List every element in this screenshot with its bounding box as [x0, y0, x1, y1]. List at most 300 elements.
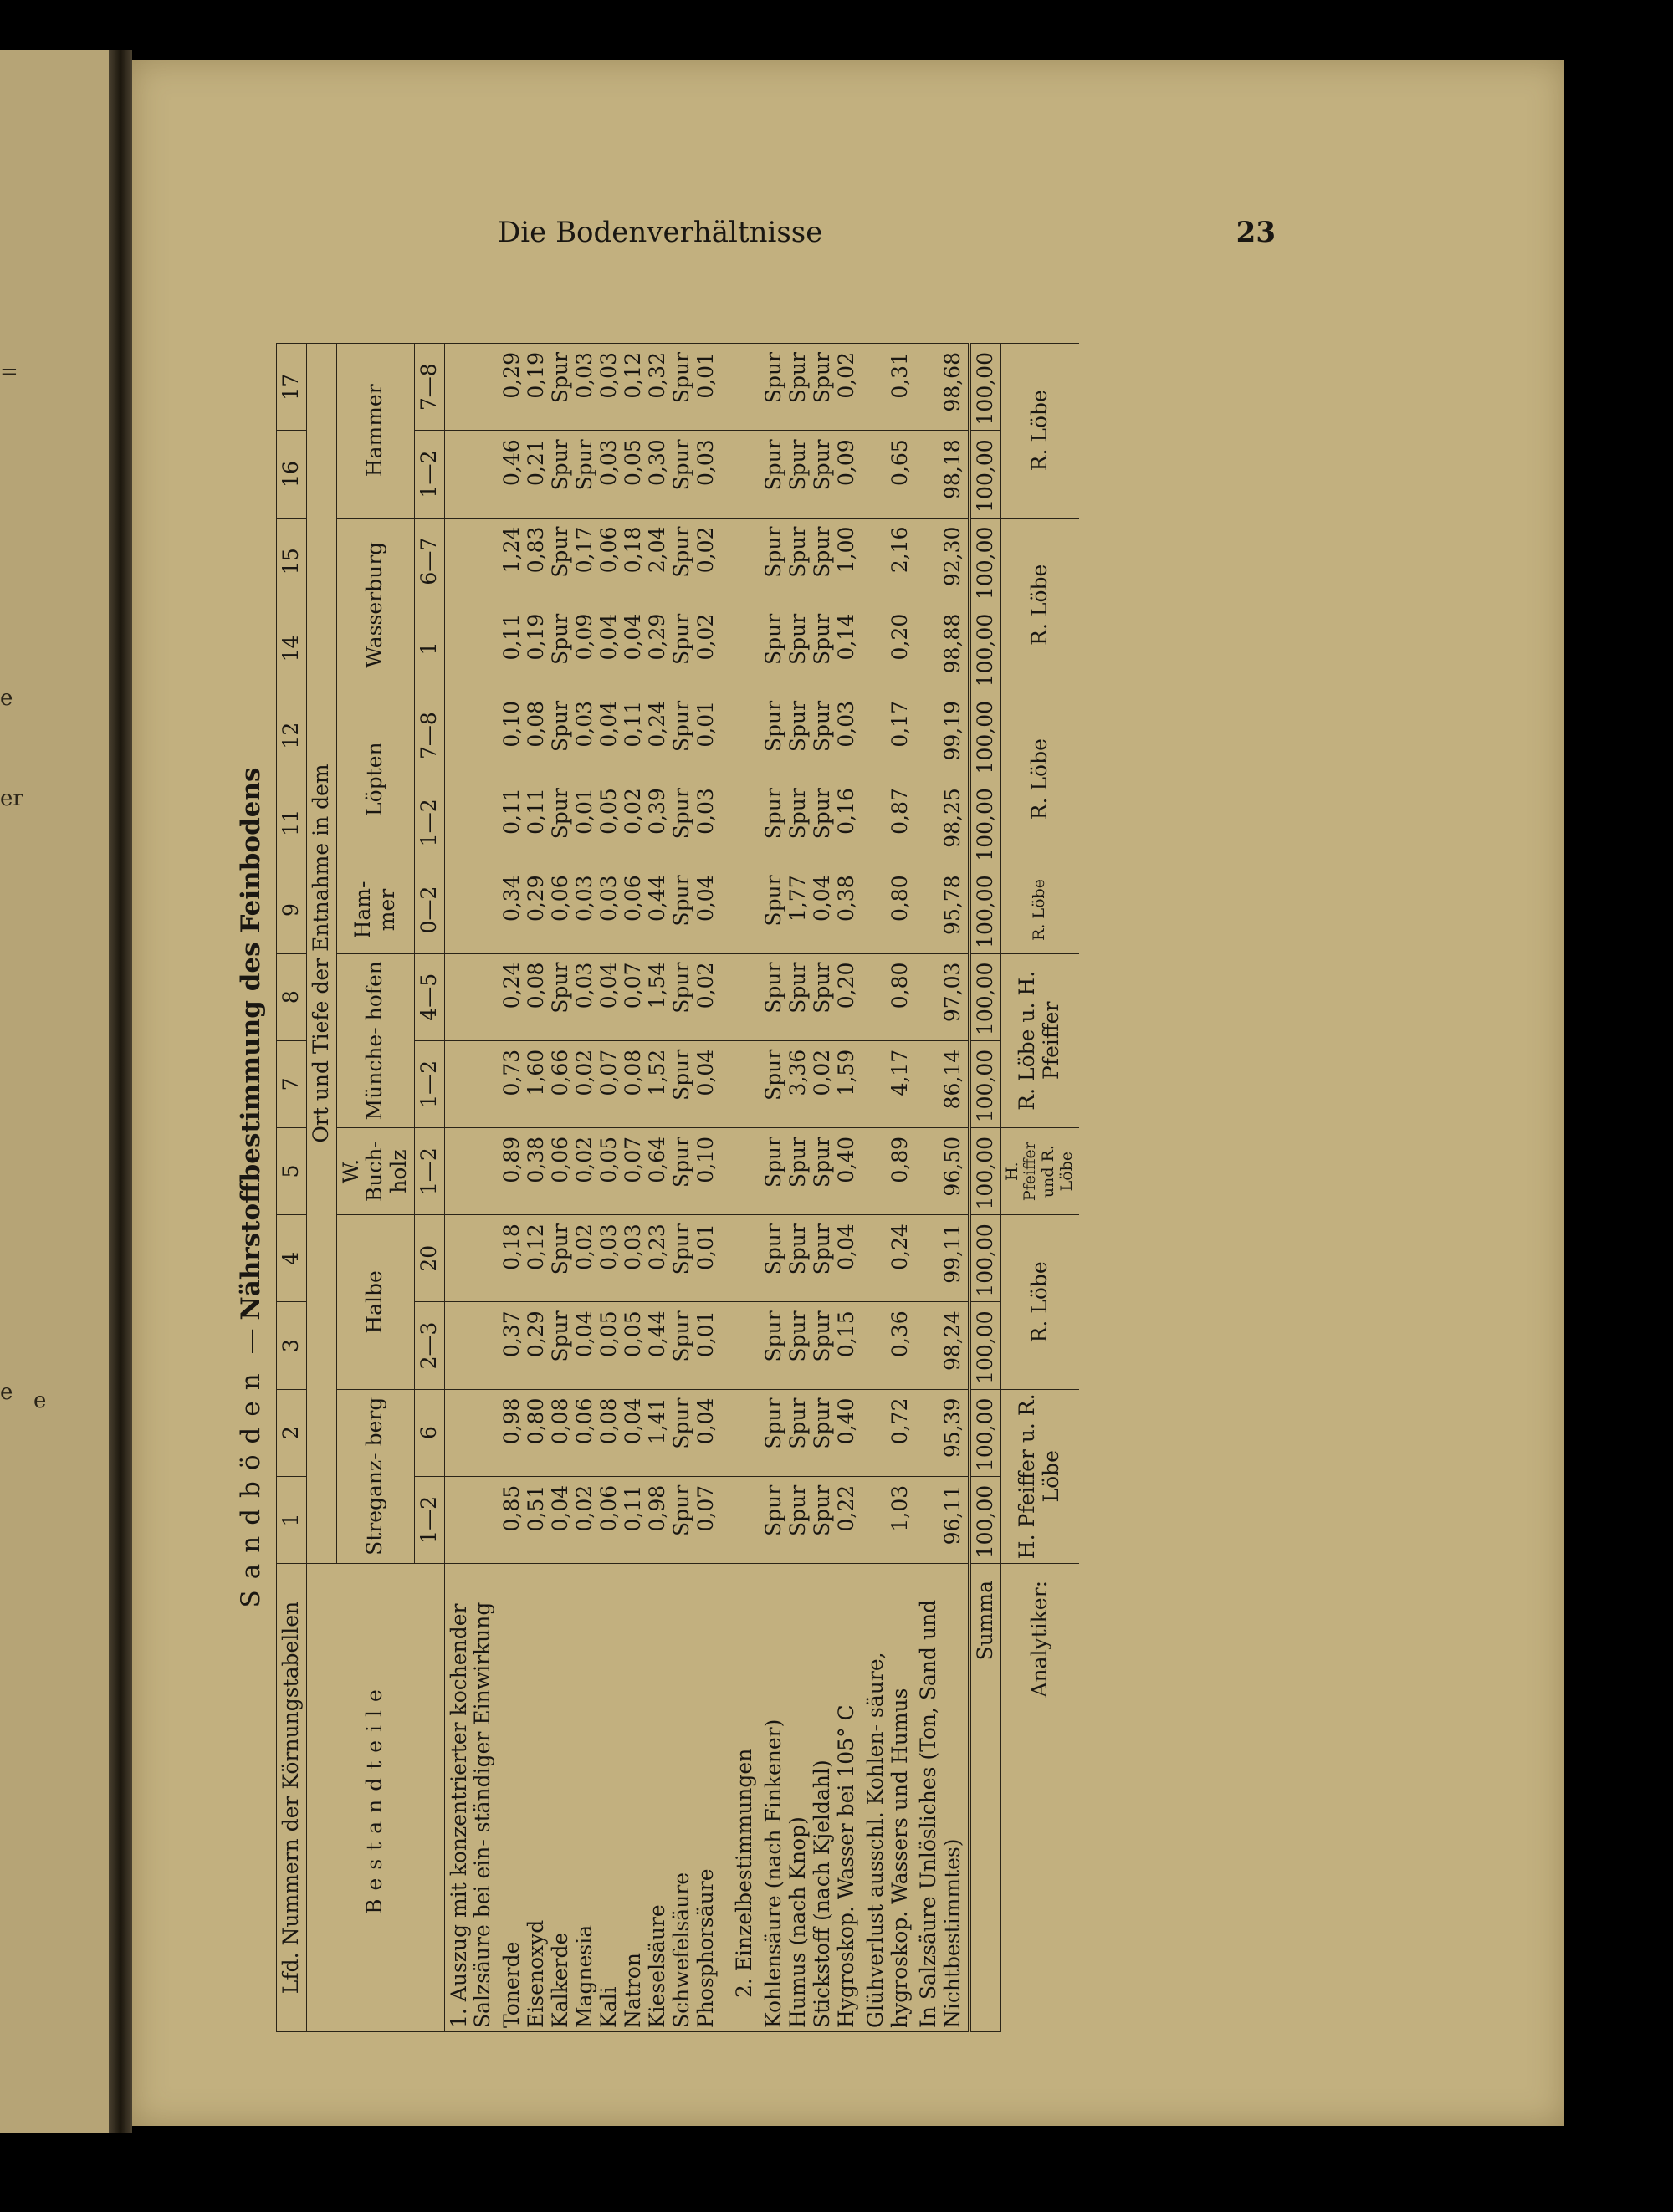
- value-cell: 0,04: [833, 1223, 858, 1270]
- value-cell: Spur: [548, 700, 572, 753]
- summa-value: 100,00: [970, 1040, 1000, 1127]
- value-cell: 0,80: [862, 953, 915, 1040]
- value-cell: 0,07: [621, 1136, 645, 1183]
- value-cell: Spur: [760, 875, 785, 927]
- value-cell: 0,01: [693, 1223, 718, 1270]
- value-cell: 0,09: [833, 439, 858, 487]
- value-cell: 0,66: [548, 1049, 572, 1096]
- value-cell: 0,06: [596, 526, 621, 574]
- section2-label: 2. Einzelbestimmungen: [721, 1564, 760, 2032]
- section2-column: [760, 344, 862, 431]
- value-cell: 0,03: [596, 439, 621, 487]
- value-cell: 0,04: [596, 700, 621, 748]
- value-cell: Spur: [760, 1310, 785, 1362]
- empty-cell: [721, 605, 760, 692]
- summa-value: 100,00: [970, 1215, 1000, 1302]
- value-cell: 0,02: [693, 962, 718, 1009]
- analytiker-label: Analytiker:: [1026, 1581, 1051, 1698]
- section1-heading-row: [444, 344, 498, 2032]
- value-cell: 0,04: [693, 1397, 718, 1445]
- value-cell: 0,30: [645, 439, 669, 487]
- analytiker-row: [1000, 344, 1079, 2032]
- empty-cell: [721, 866, 760, 953]
- value-cell: Spur: [785, 1484, 810, 1536]
- value-cell: 0,03: [572, 352, 596, 399]
- value-cell: 96,11: [914, 1476, 970, 1563]
- column-number: 5: [277, 1127, 307, 1214]
- value-cell: 96,50: [914, 1127, 970, 1214]
- value-cell: Spur: [809, 700, 834, 753]
- value-cell: Spur: [785, 1310, 810, 1362]
- section1-column: [498, 1215, 721, 1302]
- running-head: [498, 216, 1276, 249]
- value-cell: 0,24: [499, 962, 524, 1009]
- value-cell: Spur: [760, 1397, 785, 1449]
- value-cell: 1,54: [645, 962, 669, 1009]
- section1-column: [498, 518, 721, 605]
- value-cell: 0,04: [809, 875, 834, 922]
- constituent-label: Natron: [621, 1953, 645, 2028]
- value-cell: Spur: [760, 1223, 785, 1275]
- value-cell: 0,98: [645, 1484, 669, 1532]
- value-cell: Spur: [809, 1310, 834, 1362]
- empty-cell: [444, 1476, 498, 1563]
- rotated-table-block: [226, 343, 1271, 2032]
- analyst-name: H. Pfeiffer und R. Löbe: [1000, 1127, 1079, 1214]
- value-cell: 0,08: [548, 1397, 572, 1445]
- section1-column: [498, 1040, 721, 1127]
- table-title-bold: Nährstoffbestimmung des Feinbodens: [236, 767, 266, 1321]
- empty-cell: [444, 431, 498, 518]
- summa-label: Summa: [970, 1564, 1000, 2032]
- value-cell: 0,85: [499, 1484, 524, 1532]
- analyst-name: H. Pfeiffer u. R. Löbe: [1000, 1389, 1079, 1563]
- section1-column: [498, 1389, 721, 1476]
- header-row-numbers: [277, 344, 307, 2032]
- sample-depth: 6—7: [414, 518, 444, 605]
- value-cell: 0,44: [645, 875, 669, 922]
- section1-label: 1. Auszug mit konzentrierter kochender Salzsäure bei ein- ständiger Einwirkung: [444, 1564, 498, 2032]
- value-cell: 0,11: [499, 788, 524, 835]
- value-cell: Spur: [760, 788, 785, 840]
- left-page-edge: [0, 50, 109, 2133]
- section2-column: [760, 1215, 862, 1302]
- value-cell: 0,11: [621, 700, 645, 748]
- value-cell: 0,87: [862, 779, 915, 866]
- value-cell: Spur: [669, 1397, 693, 1449]
- value-cell: 0,16: [833, 788, 858, 835]
- unloesliches-label: In Salzsäure Unlösliches (Ton, Sand und Nichtbestimmtes): [914, 1564, 970, 2032]
- value-cell: 0,89: [499, 1136, 524, 1183]
- value-cell: 0,24: [645, 700, 669, 748]
- value-cell: Spur: [785, 613, 810, 665]
- value-cell: 0,06: [572, 1397, 596, 1445]
- value-cell: Spur: [548, 526, 572, 578]
- location-name: Münche- hofen: [336, 953, 414, 1127]
- column-number: 9: [277, 866, 307, 953]
- value-cell: Spur: [548, 1310, 572, 1362]
- value-cell: 0,39: [645, 788, 669, 835]
- book-gutter: [109, 50, 132, 2133]
- value-cell: 0,05: [621, 439, 645, 487]
- value-cell: Spur: [548, 613, 572, 665]
- section2-row-labels: [760, 1564, 862, 2032]
- value-cell: 0,08: [524, 962, 548, 1009]
- value-cell: Spur: [760, 962, 785, 1014]
- section2-column: [760, 518, 862, 605]
- value-cell: 99,19: [914, 692, 970, 779]
- unloesliches-row: [914, 344, 970, 2032]
- value-cell: 0,04: [693, 875, 718, 922]
- value-cell: 0,32: [645, 352, 669, 399]
- summa-value: 100,00: [970, 692, 1000, 779]
- empty-cell: [444, 1215, 498, 1302]
- value-cell: Spur: [785, 700, 810, 753]
- constituent-label: Tonerde: [499, 1941, 524, 2028]
- value-cell: 0,31: [862, 344, 915, 431]
- value-cell: 0,20: [833, 962, 858, 1009]
- value-cell: 0,01: [693, 352, 718, 399]
- empty-cell: [721, 1476, 760, 1563]
- value-cell: 0,12: [524, 1223, 548, 1270]
- value-cell: Spur: [785, 962, 810, 1014]
- table-title-spaced: Sandböden: [236, 1362, 266, 1608]
- empty-cell: [444, 605, 498, 692]
- value-cell: 0,04: [621, 613, 645, 661]
- value-cell: 99,11: [914, 1215, 970, 1302]
- value-cell: Spur: [669, 962, 693, 1014]
- value-cell: 0,29: [499, 352, 524, 399]
- empty-cell: [444, 1389, 498, 1476]
- value-cell: 0,01: [572, 788, 596, 835]
- empty-cell: [721, 692, 760, 779]
- value-cell: 0,03: [833, 700, 858, 748]
- value-cell: 0,19: [524, 613, 548, 661]
- value-cell: 0,17: [862, 692, 915, 779]
- sample-depth: 1—2: [414, 431, 444, 518]
- section2-column: [760, 866, 862, 953]
- value-cell: Spur: [760, 526, 785, 578]
- constituent-label: Phosphorsäure: [693, 1868, 718, 2028]
- column-number: 11: [277, 779, 307, 866]
- section1-data-row: [498, 344, 721, 2032]
- value-cell: 0,08: [524, 700, 548, 748]
- value-cell: 0,40: [833, 1136, 858, 1183]
- section2-column: [760, 1040, 862, 1127]
- value-cell: Spur: [548, 962, 572, 1014]
- value-cell: 0,72: [862, 1389, 915, 1476]
- value-cell: 0,40: [833, 1397, 858, 1445]
- gluehverlust-label: Glühverlust ausschl. Kohlen- säure, hygroskop. Wassers und Humus: [862, 1564, 915, 2032]
- value-cell: 0,05: [596, 788, 621, 835]
- sample-depth: 1—2: [414, 1476, 444, 1563]
- constituent-label: Kieselsäure: [645, 1904, 669, 2028]
- constituent-label: Eisenoxyd: [524, 1919, 548, 2028]
- value-cell: Spur: [669, 526, 693, 578]
- value-cell: 0,08: [621, 1049, 645, 1096]
- section1-column: [498, 1302, 721, 1389]
- section1-column: [498, 953, 721, 1040]
- constituent-label: Kalkerde: [548, 1932, 572, 2028]
- value-cell: 0,03: [693, 439, 718, 487]
- value-cell: 0,02: [809, 1049, 834, 1096]
- value-cell: 0,02: [572, 1223, 596, 1270]
- empty-cell: [444, 344, 498, 431]
- value-cell: 0,02: [572, 1484, 596, 1532]
- ort-label: Ort und Tiefe der Entnahme in dem: [306, 344, 336, 1564]
- constituent-label: Kali: [596, 1986, 621, 2028]
- value-cell: 0,24: [862, 1215, 915, 1302]
- value-cell: 0,29: [524, 1310, 548, 1358]
- sample-depth: 1—2: [414, 1127, 444, 1214]
- value-cell: Spur: [785, 1223, 810, 1275]
- value-cell: 0,07: [693, 1484, 718, 1532]
- value-cell: 0,20: [862, 605, 915, 692]
- value-cell: 0,65: [862, 431, 915, 518]
- nutrient-table: [276, 343, 1079, 2032]
- column-number: 17: [277, 344, 307, 431]
- analyst-name: R. Löbe: [1000, 692, 1079, 866]
- constituent-label: Hygroskop. Wasser bei 105° C: [833, 1704, 858, 2028]
- head-label-numbers: Lfd. Nummern der Körnungstabellen: [277, 1564, 307, 2032]
- value-cell: Spur: [760, 613, 785, 665]
- value-cell: 0,05: [596, 1136, 621, 1183]
- value-cell: 0,02: [572, 1049, 596, 1096]
- value-cell: 0,03: [572, 962, 596, 1009]
- section2-heading-row: [721, 344, 760, 2032]
- value-cell: 1,60: [524, 1049, 548, 1096]
- empty-cell: [721, 431, 760, 518]
- empty-cell: [721, 953, 760, 1040]
- value-cell: Spur: [809, 352, 834, 404]
- summa-value: 100,00: [970, 344, 1000, 431]
- gluehverlust-row: [862, 344, 915, 2032]
- value-cell: 3,36: [785, 1049, 810, 1096]
- value-cell: 0,09: [572, 613, 596, 661]
- section2-column: [760, 953, 862, 1040]
- location-name: Wasserburg: [336, 518, 414, 692]
- sample-depth: 4—5: [414, 953, 444, 1040]
- constituent-label: Magnesia: [572, 1924, 596, 2028]
- location-name: W. Buch- holz: [336, 1127, 414, 1214]
- column-number: 15: [277, 518, 307, 605]
- summa-value: 100,00: [970, 1389, 1000, 1476]
- location-name: Ham- mer: [336, 866, 414, 953]
- section1-column: [498, 779, 721, 866]
- value-cell: 0,15: [833, 1310, 858, 1358]
- value-cell: 0,04: [621, 1397, 645, 1445]
- column-number: 8: [277, 953, 307, 1040]
- empty-cell: [721, 1215, 760, 1302]
- value-cell: 1,03: [862, 1476, 915, 1563]
- value-cell: Spur: [669, 439, 693, 491]
- value-cell: 98,24: [914, 1302, 970, 1389]
- left-page-fragment: e: [33, 1388, 47, 1413]
- section2-column: [760, 779, 862, 866]
- location-name: Löpten: [336, 692, 414, 866]
- value-cell: 0,12: [621, 352, 645, 399]
- sample-depth: 0—2: [414, 866, 444, 953]
- page-number: 23: [1236, 216, 1276, 249]
- left-page-fragment: e: [0, 1380, 13, 1405]
- sample-depth: 6: [414, 1389, 444, 1476]
- analyst-name: R. Löbe: [1000, 344, 1079, 519]
- value-cell: Spur: [785, 352, 810, 404]
- value-cell: 0,44: [645, 1310, 669, 1358]
- value-cell: 98,68: [914, 344, 970, 431]
- value-cell: 0,06: [548, 875, 572, 922]
- value-cell: Spur: [669, 613, 693, 665]
- value-cell: 0,23: [645, 1223, 669, 1270]
- section2-column: [760, 605, 862, 692]
- sample-depth: 1—2: [414, 1040, 444, 1127]
- value-cell: 0,04: [596, 962, 621, 1009]
- empty-cell: [721, 1302, 760, 1389]
- empty-cell: [444, 1127, 498, 1214]
- value-cell: 0,46: [499, 439, 524, 487]
- empty-cell: [444, 1040, 498, 1127]
- summa-value: 100,00: [970, 518, 1000, 605]
- value-cell: Spur: [669, 352, 693, 404]
- head-label-bestandteile: Bestandteile: [306, 1564, 444, 2032]
- value-cell: Spur: [669, 700, 693, 753]
- value-cell: 0,03: [596, 875, 621, 922]
- value-cell: 0,01: [693, 1310, 718, 1358]
- value-cell: Spur: [548, 352, 572, 404]
- value-cell: Spur: [760, 1484, 785, 1536]
- sample-depth: 7—8: [414, 692, 444, 779]
- section1-row-labels: [498, 1564, 721, 2032]
- empty-cell: [721, 1389, 760, 1476]
- section2-column: [760, 692, 862, 779]
- value-cell: 1,41: [645, 1397, 669, 1445]
- summa-value: 100,00: [970, 1476, 1000, 1563]
- value-cell: 0,03: [596, 1223, 621, 1270]
- column-number: 3: [277, 1302, 307, 1389]
- value-cell: Spur: [669, 1136, 693, 1188]
- value-cell: Spur: [760, 1136, 785, 1188]
- value-cell: 92,30: [914, 518, 970, 605]
- value-cell: Spur: [809, 613, 834, 665]
- empty-cell: [721, 779, 760, 866]
- value-cell: 0,11: [499, 613, 524, 661]
- section2-column: [760, 1476, 862, 1563]
- value-cell: 0,03: [621, 1223, 645, 1270]
- column-number: 12: [277, 692, 307, 779]
- value-cell: Spur: [669, 1484, 693, 1536]
- value-cell: Spur: [669, 788, 693, 840]
- section1-column: [498, 692, 721, 779]
- value-cell: 0,18: [499, 1223, 524, 1270]
- empty-cell: [444, 1302, 498, 1389]
- value-cell: Spur: [785, 1136, 810, 1188]
- value-cell: 0,05: [621, 1310, 645, 1358]
- value-cell: Spur: [809, 788, 834, 840]
- value-cell: 0,06: [596, 1484, 621, 1532]
- left-page-fragment: =: [0, 360, 18, 385]
- value-cell: 0,03: [572, 875, 596, 922]
- constituent-label: Kohlensäure (nach Finkener): [760, 1719, 785, 2028]
- column-number: 1: [277, 1476, 307, 1563]
- value-cell: 1,77: [785, 875, 810, 922]
- left-page-fragment: e: [0, 686, 13, 711]
- location-name: Hammer: [336, 344, 414, 519]
- analyst-name: R. Löbe u. H. Pfeiffer: [1000, 953, 1079, 1127]
- value-cell: 1,24: [499, 526, 524, 574]
- value-cell: 0,36: [862, 1302, 915, 1389]
- sample-depth: 1: [414, 605, 444, 692]
- value-cell: 1,52: [645, 1049, 669, 1096]
- column-number: 7: [277, 1040, 307, 1127]
- value-cell: Spur: [785, 788, 810, 840]
- value-cell: 0,21: [524, 439, 548, 487]
- section2-column: [760, 1389, 862, 1476]
- value-cell: 0,02: [572, 1136, 596, 1183]
- summa-row: [970, 344, 1000, 2032]
- section2-data-row: [760, 344, 862, 2032]
- section2-column: [760, 1302, 862, 1389]
- empty-cell: [444, 953, 498, 1040]
- value-cell: Spur: [548, 1223, 572, 1275]
- empty-cell: [721, 518, 760, 605]
- column-number: 4: [277, 1215, 307, 1302]
- value-cell: 0,29: [645, 613, 669, 661]
- summa-value: 100,00: [970, 1302, 1000, 1389]
- empty-cell: [444, 866, 498, 953]
- value-cell: Spur: [785, 439, 810, 491]
- value-cell: 0,02: [833, 352, 858, 399]
- section1-column: [498, 344, 721, 431]
- section1-column: [498, 431, 721, 518]
- value-cell: 0,17: [572, 526, 596, 574]
- column-number: 14: [277, 605, 307, 692]
- table-title: Sandböden — Nährstoffbestimmung des Feinbodens: [236, 767, 266, 1608]
- value-cell: Spur: [809, 439, 834, 491]
- value-cell: 98,88: [914, 605, 970, 692]
- value-cell: Spur: [809, 1223, 834, 1275]
- empty-cell: [721, 344, 760, 431]
- value-cell: 98,25: [914, 779, 970, 866]
- value-cell: 0,64: [645, 1136, 669, 1183]
- value-cell: Spur: [809, 962, 834, 1014]
- value-cell: 0,02: [621, 788, 645, 835]
- constituent-label: Stickstoff (nach Kjeldahl): [809, 1760, 834, 2028]
- empty-cell: [721, 1040, 760, 1127]
- value-cell: 0,10: [693, 1136, 718, 1183]
- value-cell: 97,03: [914, 953, 970, 1040]
- empty-cell: [444, 692, 498, 779]
- value-cell: Spur: [669, 1310, 693, 1362]
- value-cell: 0,38: [524, 1136, 548, 1183]
- value-cell: 0,04: [572, 1310, 596, 1358]
- value-cell: Spur: [548, 439, 572, 491]
- header-row-ort: [306, 344, 336, 2032]
- value-cell: 86,14: [914, 1040, 970, 1127]
- value-cell: Spur: [760, 1049, 785, 1101]
- summa-value: 100,00: [970, 866, 1000, 953]
- value-cell: Spur: [809, 1397, 834, 1449]
- value-cell: 0,29: [524, 875, 548, 922]
- value-cell: 0,07: [596, 1049, 621, 1096]
- value-cell: 0,03: [693, 788, 718, 835]
- sample-depth: 1—2: [414, 779, 444, 866]
- value-cell: 0,04: [596, 613, 621, 661]
- sample-depth: 20: [414, 1215, 444, 1302]
- location-name: Halbe: [336, 1215, 414, 1389]
- empty-cell: [444, 779, 498, 866]
- value-cell: Spur: [785, 526, 810, 578]
- value-cell: 0,10: [499, 700, 524, 748]
